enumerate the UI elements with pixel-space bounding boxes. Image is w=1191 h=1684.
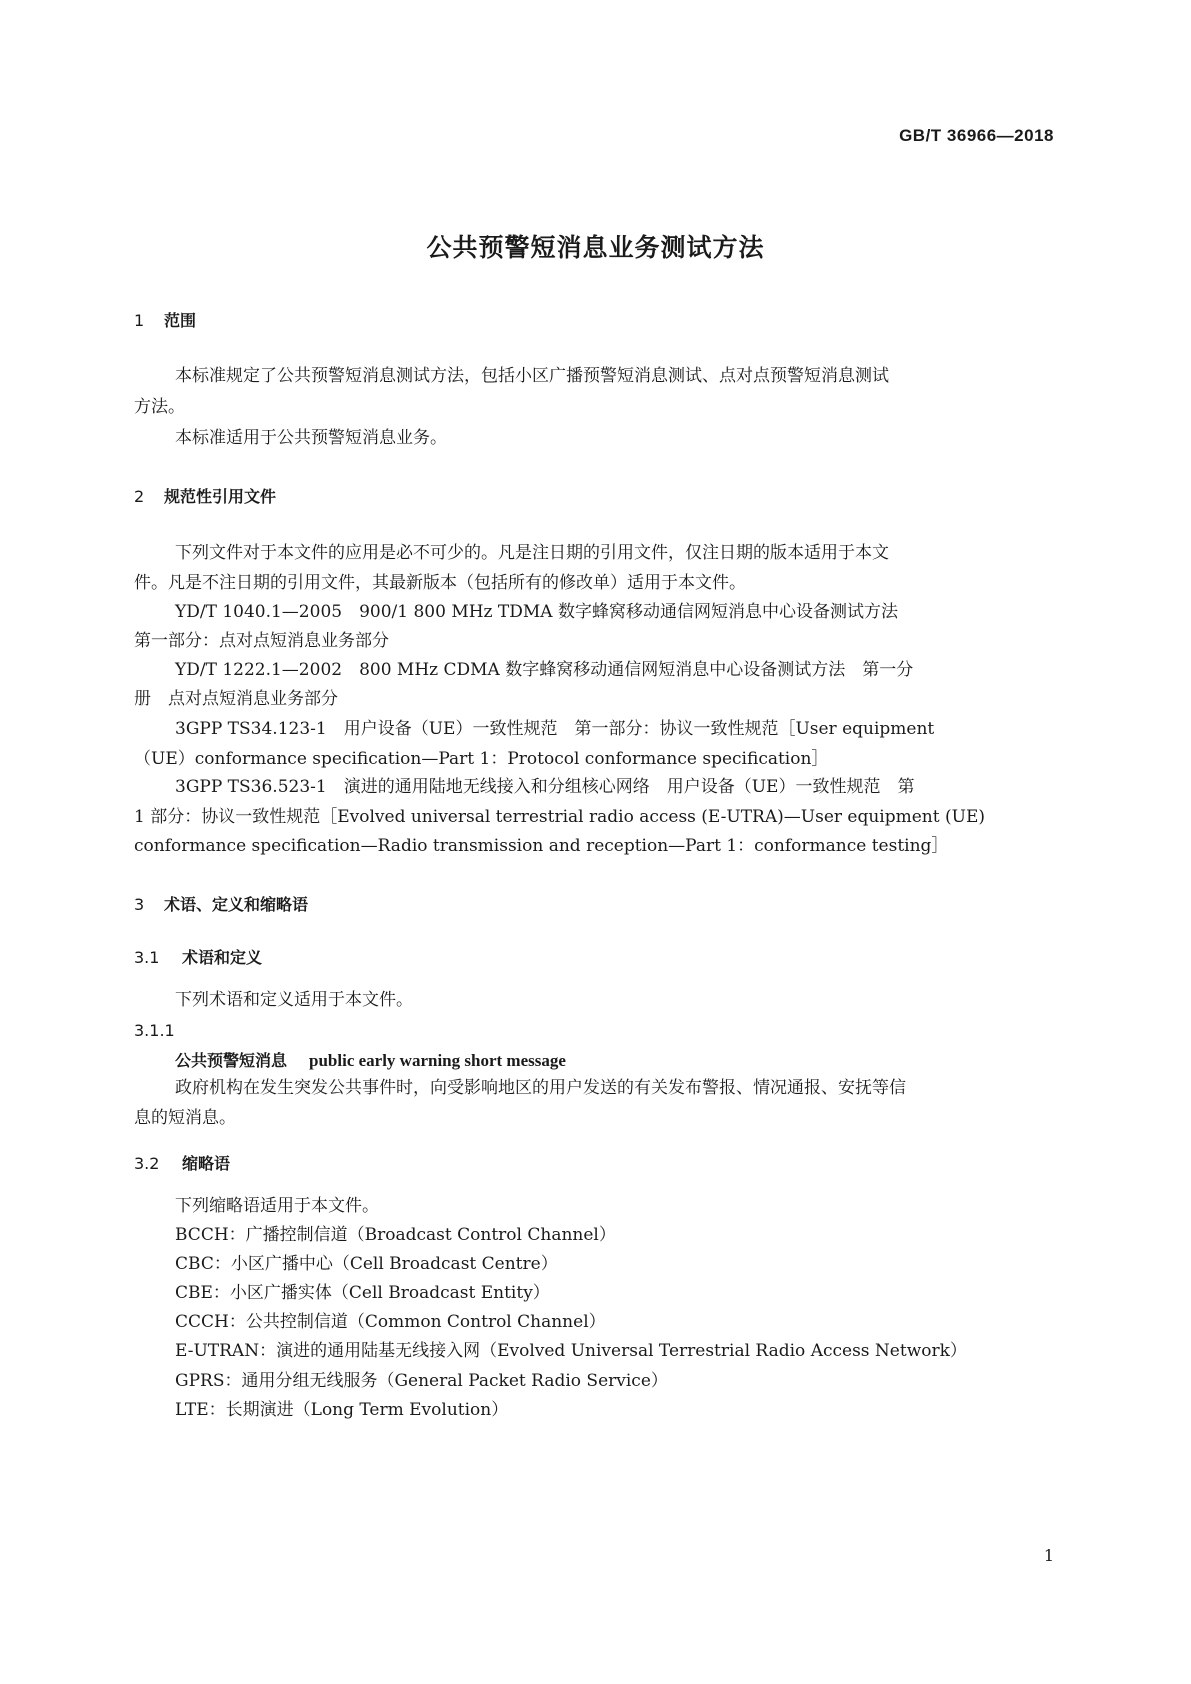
paragraph-line: 件。凡是不注日期的引用文件，其最新版本（包括所有的修改单）适用于本文件。 [134, 573, 746, 593]
abbreviation-item: LTE：长期演进（Long Term Evolution） [175, 1400, 509, 1420]
reference-line: 3GPP TS34.123-1 用户设备（UE）一致性规范 第一部分：协议一致性规范［User equipment [175, 719, 935, 739]
term-entry [175, 1048, 566, 1071]
document-title: 公共预警短消息业务测试方法 [426, 233, 765, 262]
definition-line: 息的短消息。 [134, 1108, 236, 1128]
abbreviation-item: CCCH：公共控制信道（Common Control Channel） [175, 1312, 606, 1332]
section-3-heading [134, 892, 308, 915]
paragraph-line: 方法。 [134, 397, 185, 417]
section-number: 2 [134, 487, 145, 506]
reference-line: 3GPP TS36.523-1 演进的通用陆地无线接入和分组核心网络 用户设备（UE）一致性规范 第 [175, 777, 915, 797]
page-number: 1 [1043, 1546, 1054, 1565]
reference-line: YD/T 1040.1—2005 900/1 800 MHz TDMA 数字蜂窝移动通信网短消息中心设备测试方法 [175, 602, 898, 622]
abbreviation-item: GPRS：通用分组无线服务（General Packet Radio Service） [175, 1371, 668, 1391]
section-2-heading [134, 484, 276, 507]
paragraph-line: 下列文件对于本文件的应用是必不可少的。凡是注日期的引用文件，仅注日期的版本适用于本文 [175, 543, 889, 563]
term-chinese: 公共预警短消息 [175, 1051, 288, 1070]
definition-line: 政府机构在发生突发公共事件时，向受影响地区的用户发送的有关发布警报、情况通报、安抚等信 [175, 1078, 906, 1098]
term-number: 3.1.1 [134, 1021, 175, 1040]
paragraph-line: 本标准适用于公共预警短消息业务。 [175, 428, 447, 448]
subsection-3-1-heading [134, 945, 262, 968]
paragraph-line: 下列缩略语适用于本文件。 [175, 1196, 379, 1216]
section-number: 3 [134, 895, 145, 914]
abbreviation-item: E-UTRAN：演进的通用陆基无线接入网（Evolved Universal Terrestrial Radio Access Network） [175, 1341, 967, 1361]
reference-line: YD/T 1222.1—2002 800 MHz CDMA 数字蜂窝移动通信网短消息中心设备测试方法 第一分 [175, 660, 914, 680]
abbreviation-item: CBC：小区广播中心（Cell Broadcast Centre） [175, 1254, 558, 1274]
abbreviation-item: BCCH：广播控制信道（Broadcast Control Channel） [175, 1225, 616, 1245]
section-title: 范围 [164, 311, 197, 330]
subsection-title: 术语和定义 [182, 948, 263, 967]
subsection-number: 3.2 [134, 1154, 160, 1173]
section-1-heading [134, 308, 196, 331]
paragraph-line: 下列术语和定义适用于本文件。 [175, 990, 413, 1010]
reference-line: 1 部分：协议一致性规范［Evolved universal terrestrial radio access (E-UTRA)—User equipment (UE) [134, 807, 985, 827]
reference-line: （UE）conformance specification—Part 1：Protocol conformance specification］ [134, 749, 829, 769]
section-number: 1 [134, 311, 145, 330]
subsection-number: 3.1 [134, 948, 160, 967]
reference-line: 册 点对点短消息业务部分 [134, 689, 338, 709]
subsection-title: 缩略语 [182, 1154, 231, 1173]
section-title: 术语、定义和缩略语 [164, 895, 309, 914]
abbreviation-item: CBE：小区广播实体（Cell Broadcast Entity） [175, 1283, 550, 1303]
paragraph-line: 本标准规定了公共预警短消息测试方法，包括小区广播预警短消息测试、点对点预警短消息测试 [175, 366, 889, 386]
standard-number: GB/T 36966—2018 [899, 126, 1054, 145]
section-title: 规范性引用文件 [164, 487, 277, 506]
reference-line: conformance specification—Radio transmission and reception—Part 1：conformance testing］ [134, 836, 949, 856]
term-english: public early warning short message [309, 1051, 566, 1070]
subsection-3-2-heading [134, 1151, 230, 1174]
reference-line: 第一部分：点对点短消息业务部分 [134, 631, 389, 651]
